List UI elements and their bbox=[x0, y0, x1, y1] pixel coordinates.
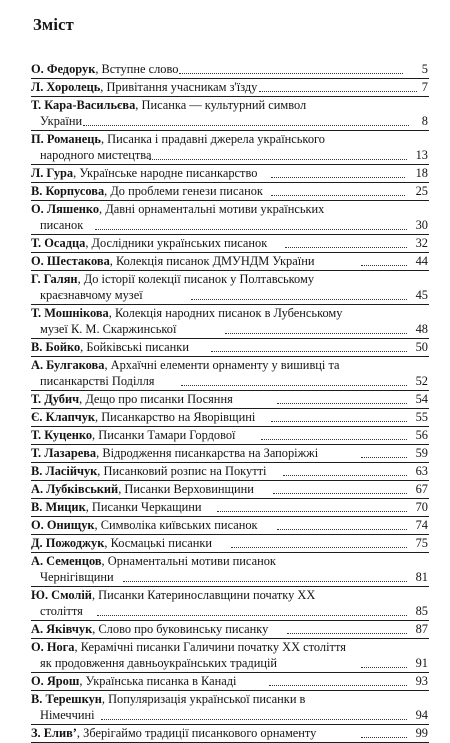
toc-entry bbox=[31, 535, 429, 553]
toc-entry-title: Німеччині bbox=[40, 708, 95, 722]
toc-entry-title-line: Ю. Смолій, Писанки Катеринославщини початку XX bbox=[31, 588, 316, 602]
toc-page-number: 87 bbox=[415, 622, 428, 636]
toc-entry-title-line: В. Корпусова, До проблеми генези писанок bbox=[31, 184, 263, 198]
toc-entry bbox=[31, 427, 429, 445]
toc-entry-title-line: А. Яківчук, Слово про буковинську писанку bbox=[31, 622, 269, 636]
toc-leader-dots bbox=[285, 247, 407, 248]
toc-entry-title-line: П. Романець, Писанка і прадавні джерела українського bbox=[31, 132, 325, 146]
toc-entry-author: Т. Дубич bbox=[31, 392, 80, 406]
toc-entry bbox=[31, 463, 429, 481]
toc-entry-title-line: О. Ярош, Українська писанка в Канаді bbox=[31, 674, 237, 688]
toc-entry bbox=[31, 235, 429, 253]
toc-leader-dots bbox=[277, 403, 407, 404]
toc-entry-title: Писанки Верховинщини bbox=[124, 482, 254, 496]
toc-entry-author: Ю. Смолій bbox=[31, 588, 92, 602]
toc-entry-title-line: Г. Галян, До історії колекції писанок у Полтавському bbox=[31, 272, 315, 286]
toc-entry-title: Давні орнаментальні мотиви українських bbox=[105, 202, 325, 216]
toc-page-number: 91 bbox=[415, 656, 428, 670]
toc-entry-title: До історії колекції писанок у Полтавському bbox=[83, 272, 315, 286]
toc-entry-author: Є. Клапчук bbox=[31, 410, 96, 424]
toc-leader-dots bbox=[123, 581, 407, 582]
toc-entry-title-line: Л. Хоролець, Привітання учасникам з'їзду bbox=[31, 80, 258, 94]
toc-entry bbox=[31, 339, 429, 357]
toc-entry bbox=[31, 673, 429, 691]
toc-page-number: 55 bbox=[415, 410, 428, 424]
toc-entry-continuation-line bbox=[31, 321, 429, 337]
toc-entry-title-line: Є. Клапчук, Писанкарство на Яворівщині bbox=[31, 410, 256, 424]
toc-page-number: 18 bbox=[415, 166, 428, 180]
toc-page-number: 74 bbox=[415, 518, 428, 532]
toc-page-number: 70 bbox=[415, 500, 428, 514]
toc-entry-title-line: В. Терешкун, Популяризація української писанки в bbox=[31, 692, 306, 706]
toc-page-number: 25 bbox=[415, 184, 428, 198]
toc-entry bbox=[31, 639, 429, 673]
toc-entry-title: Керамічні писанки Галичини початку XX століття bbox=[80, 640, 346, 654]
toc-entry bbox=[31, 201, 429, 235]
toc-entry-title: Відродження писанкарства на Запоріжжі bbox=[102, 446, 319, 460]
toc-entry-author: О. Федорук bbox=[31, 62, 96, 76]
toc-entry-title-line: Т. Лазарева, Відродження писанкарства на Запоріжжі bbox=[31, 446, 319, 460]
toc-entry bbox=[31, 553, 429, 587]
toc-entry bbox=[31, 165, 429, 183]
toc-entry-author: Г. Галян bbox=[31, 272, 78, 286]
toc-entry-author: В. Корпусова bbox=[31, 184, 105, 198]
toc-entry-title: Бойківські писанки bbox=[86, 340, 189, 354]
toc-leader-dots bbox=[179, 73, 403, 74]
toc-entry-title: Писанковий розпис на Покутті bbox=[103, 464, 267, 478]
table-of-contents bbox=[31, 61, 429, 743]
toc-entry-title: Вступне слово bbox=[101, 62, 179, 76]
toc-entry-title-line: В. Мицик, Писанки Черкащини bbox=[31, 500, 202, 514]
toc-leader-dots bbox=[361, 457, 407, 458]
toc-entry-author: А. Семенцов bbox=[31, 554, 102, 568]
toc-entry-title: Українська писанка в Канаді bbox=[85, 674, 237, 688]
toc-entry-title-line: В. Ласійчук, Писанковий розпис на Покутті bbox=[31, 464, 267, 478]
toc-leader-dots bbox=[95, 229, 407, 230]
toc-page-number: 48 bbox=[415, 322, 428, 336]
toc-entry-title: Писанка і прадавні джерела українського bbox=[107, 132, 325, 146]
toc-page-number: 75 bbox=[415, 536, 428, 550]
toc-entry-title: Привітання учасникам з'їзду bbox=[106, 80, 258, 94]
toc-leader-dots bbox=[287, 633, 407, 634]
toc-entry-title: України bbox=[40, 114, 83, 128]
toc-page-number: 5 bbox=[421, 62, 428, 76]
toc-entry-author: В. Бойко bbox=[31, 340, 81, 354]
toc-page-number: 7 bbox=[421, 80, 428, 94]
toc-page-number: 45 bbox=[415, 288, 428, 302]
toc-entry-title-line: В. Бойко, Бойківські писанки bbox=[31, 340, 189, 354]
toc-page-number: 30 bbox=[415, 218, 428, 232]
toc-leader-dots bbox=[225, 333, 407, 334]
toc-entry-title: музеї К. М. Скаржинської bbox=[40, 322, 177, 336]
toc-page-number: 59 bbox=[415, 446, 428, 460]
toc-entry-title: писанок bbox=[40, 218, 84, 232]
toc-page-number: 63 bbox=[415, 464, 428, 478]
toc-entry-author: В. Мицик bbox=[31, 500, 86, 514]
toc-leader-dots bbox=[231, 547, 407, 548]
toc-leader-dots bbox=[97, 615, 407, 616]
toc-entry-title-line: З. Еливʼ, Зберігаймо традиції писанкового орнаменту bbox=[31, 726, 317, 740]
toc-entry-title-line: А. Лубківський, Писанки Верховинщини bbox=[31, 482, 254, 496]
toc-entry-title: Писанка — культурний символ bbox=[141, 98, 307, 112]
toc-entry-title-line: Д. Пожоджук, Космацькі писанки bbox=[31, 536, 213, 550]
toc-page-number: 32 bbox=[415, 236, 428, 250]
toc-entry-title-line: О. Шестакова, Колекція писанок ДМУНДМ України bbox=[31, 254, 315, 268]
toc-entry-author: Т. Куценко bbox=[31, 428, 93, 442]
toc-entry bbox=[31, 97, 429, 131]
toc-leader-dots bbox=[361, 265, 407, 266]
toc-page-number: 8 bbox=[421, 114, 428, 128]
toc-page-number: 50 bbox=[415, 340, 428, 354]
toc-entry bbox=[31, 587, 429, 621]
toc-entry-title: Символіка київських писанок bbox=[100, 518, 258, 532]
toc-entry bbox=[31, 621, 429, 639]
toc-entry bbox=[31, 61, 429, 79]
toc-entry bbox=[31, 445, 429, 463]
toc-leader-dots bbox=[277, 529, 407, 530]
toc-entry-author: Т. Мошнікова bbox=[31, 306, 109, 320]
toc-entry-continuation-line bbox=[31, 217, 429, 233]
toc-entry bbox=[31, 305, 429, 339]
toc-page-number: 56 bbox=[415, 428, 428, 442]
toc-entry-continuation-line bbox=[31, 707, 429, 723]
page-title: Зміст bbox=[33, 15, 74, 34]
toc-entry-title: Популяризація української писанки в bbox=[108, 692, 306, 706]
toc-leader-dots bbox=[217, 511, 407, 512]
toc-entry-title: Дослідники українських писанок bbox=[91, 236, 268, 250]
toc-entry-author: З. Еливʼ bbox=[31, 726, 77, 740]
toc-entry-title-line: А. Булгакова, Архаїчні елементи орнаменту у вишивці та bbox=[31, 358, 340, 372]
toc-leader-dots bbox=[181, 385, 407, 386]
toc-leader-dots bbox=[191, 299, 407, 300]
toc-entry bbox=[31, 725, 429, 743]
toc-entry-title: Чернігівщини bbox=[40, 570, 114, 584]
toc-entry-continuation-line bbox=[31, 603, 429, 619]
toc-entry-title-line: Т. Дубич, Дещо про писанки Посяння bbox=[31, 392, 233, 406]
toc-entry-title-line: Т. Осадца, Дослідники українських писанок bbox=[31, 236, 268, 250]
toc-entry-title: Писанки Катеринославщини початку XX bbox=[98, 588, 316, 602]
toc-leader-dots bbox=[361, 667, 407, 668]
toc-leader-dots bbox=[273, 493, 407, 494]
toc-page-number: 99 bbox=[415, 726, 428, 740]
toc-leader-dots bbox=[259, 91, 417, 92]
toc-page-number: 54 bbox=[415, 392, 428, 406]
toc-entry-author: О. Онищук bbox=[31, 518, 95, 532]
toc-leader-dots bbox=[361, 737, 407, 738]
toc-page-number: 93 bbox=[415, 674, 428, 688]
toc-entry-title: Дещо про писанки Посяння bbox=[85, 392, 233, 406]
toc-entry-title: краєзнавчому музеї bbox=[40, 288, 143, 302]
toc-entry-author: Т. Осадца bbox=[31, 236, 86, 250]
toc-entry-title-line: О. Онищук, Символіка київських писанок bbox=[31, 518, 258, 532]
toc-entry-author: Л. Хоролець bbox=[31, 80, 101, 94]
toc-entry bbox=[31, 183, 429, 201]
toc-entry-continuation-line bbox=[31, 569, 429, 585]
toc-entry-author: В. Терешкун bbox=[31, 692, 102, 706]
toc-page-number: 44 bbox=[415, 254, 428, 268]
toc-entry-title-line: Л. Гура, Українське народне писанкарство bbox=[31, 166, 258, 180]
toc-entry-author: П. Романець bbox=[31, 132, 101, 146]
toc-entry bbox=[31, 131, 429, 165]
toc-entry bbox=[31, 517, 429, 535]
toc-entry-author: Т. Лазарева bbox=[31, 446, 97, 460]
toc-entry-title: Писанкарство на Яворівщині bbox=[101, 410, 256, 424]
toc-entry bbox=[31, 79, 429, 97]
toc-entry-title: Слово про буковинську писанку bbox=[98, 622, 269, 636]
toc-entry-continuation-line bbox=[31, 113, 429, 129]
toc-entry bbox=[31, 253, 429, 271]
toc-entry-title: Писанки Тамари Гордової bbox=[98, 428, 236, 442]
toc-leader-dots bbox=[211, 351, 407, 352]
toc-entry bbox=[31, 499, 429, 517]
toc-entry-author: А. Яківчук bbox=[31, 622, 93, 636]
toc-entry-title-line: О. Нога, Керамічні писанки Галичини початку XX століття bbox=[31, 640, 346, 654]
toc-entry-title: До проблеми генези писанок bbox=[110, 184, 263, 198]
toc-entry-continuation-line bbox=[31, 147, 429, 163]
toc-entry-title-line: О. Федорук, Вступне слово bbox=[31, 62, 179, 76]
toc-entry-continuation-line bbox=[31, 373, 429, 389]
toc-entry bbox=[31, 271, 429, 305]
toc-entry-title-line: Т. Куценко, Писанки Тамари Гордової bbox=[31, 428, 236, 442]
toc-entry-title: століття bbox=[40, 604, 83, 618]
toc-page-number: 85 bbox=[415, 604, 428, 618]
toc-entry bbox=[31, 357, 429, 391]
toc-leader-dots bbox=[149, 159, 407, 160]
toc-entry-author: О. Шестакова bbox=[31, 254, 110, 268]
toc-entry-title: Космацькі писанки bbox=[110, 536, 213, 550]
toc-leader-dots bbox=[271, 177, 405, 178]
toc-entry-title-line: О. Ляшенко, Давні орнаментальні мотиви українських bbox=[31, 202, 325, 216]
toc-entry-title: Писанки Черкащини bbox=[91, 500, 202, 514]
toc-leader-dots bbox=[283, 475, 407, 476]
toc-leader-dots bbox=[271, 421, 407, 422]
toc-page-number: 94 bbox=[415, 708, 428, 722]
toc-entry-author: А. Лубківський bbox=[31, 482, 119, 496]
toc-entry-title: як продовження давньоукраїнських традицій bbox=[40, 656, 278, 670]
toc-entry-author: Д. Пожоджук bbox=[31, 536, 105, 550]
toc-entry-title: народного мистецтва bbox=[40, 148, 152, 162]
toc-leader-dots bbox=[271, 195, 405, 196]
toc-entry-continuation-line bbox=[31, 287, 429, 303]
toc-entry-author: В. Ласійчук bbox=[31, 464, 98, 478]
toc-page-number: 81 bbox=[415, 570, 428, 584]
toc-entry-author: О. Ляшенко bbox=[31, 202, 100, 216]
toc-entry bbox=[31, 409, 429, 427]
toc-leader-dots bbox=[269, 685, 407, 686]
toc-page-number: 13 bbox=[415, 148, 428, 162]
toc-page-number: 52 bbox=[415, 374, 428, 388]
toc-entry-author: Л. Гура bbox=[31, 166, 74, 180]
toc-page-number: 67 bbox=[415, 482, 428, 496]
toc-entry-title: Орнаментальні мотиви писанок bbox=[107, 554, 276, 568]
toc-leader-dots bbox=[83, 125, 409, 126]
toc-entry-title: Колекція писанок ДМУНДМ України bbox=[115, 254, 315, 268]
toc-entry-title: Зберігаймо традиції писанкового орнаменту bbox=[83, 726, 317, 740]
toc-entry-title-line: Т. Кара-Васильєва, Писанка — культурний символ bbox=[31, 98, 307, 112]
toc-entry-title-line: А. Семенцов, Орнаментальні мотиви писанок bbox=[31, 554, 276, 568]
toc-entry-author: О. Нога bbox=[31, 640, 75, 654]
toc-entry bbox=[31, 481, 429, 499]
toc-entry-title: Українське народне писанкарство bbox=[79, 166, 258, 180]
toc-entry-title-line: Т. Мошнікова, Колекція народних писанок в Лубенському bbox=[31, 306, 343, 320]
toc-entry-title: Архаїчні елементи орнаменту у вишивці та bbox=[110, 358, 340, 372]
toc-entry-continuation-line bbox=[31, 655, 429, 671]
toc-entry-author: А. Булгакова bbox=[31, 358, 105, 372]
toc-leader-dots bbox=[261, 439, 407, 440]
toc-entry-author: О. Ярош bbox=[31, 674, 80, 688]
toc-entry-author: Т. Кара-Васильєва bbox=[31, 98, 136, 112]
toc-entry-title: писанкарстві Поділля bbox=[40, 374, 155, 388]
toc-entry-title: Колекція народних писанок в Лубенському bbox=[114, 306, 343, 320]
toc-entry bbox=[31, 391, 429, 409]
